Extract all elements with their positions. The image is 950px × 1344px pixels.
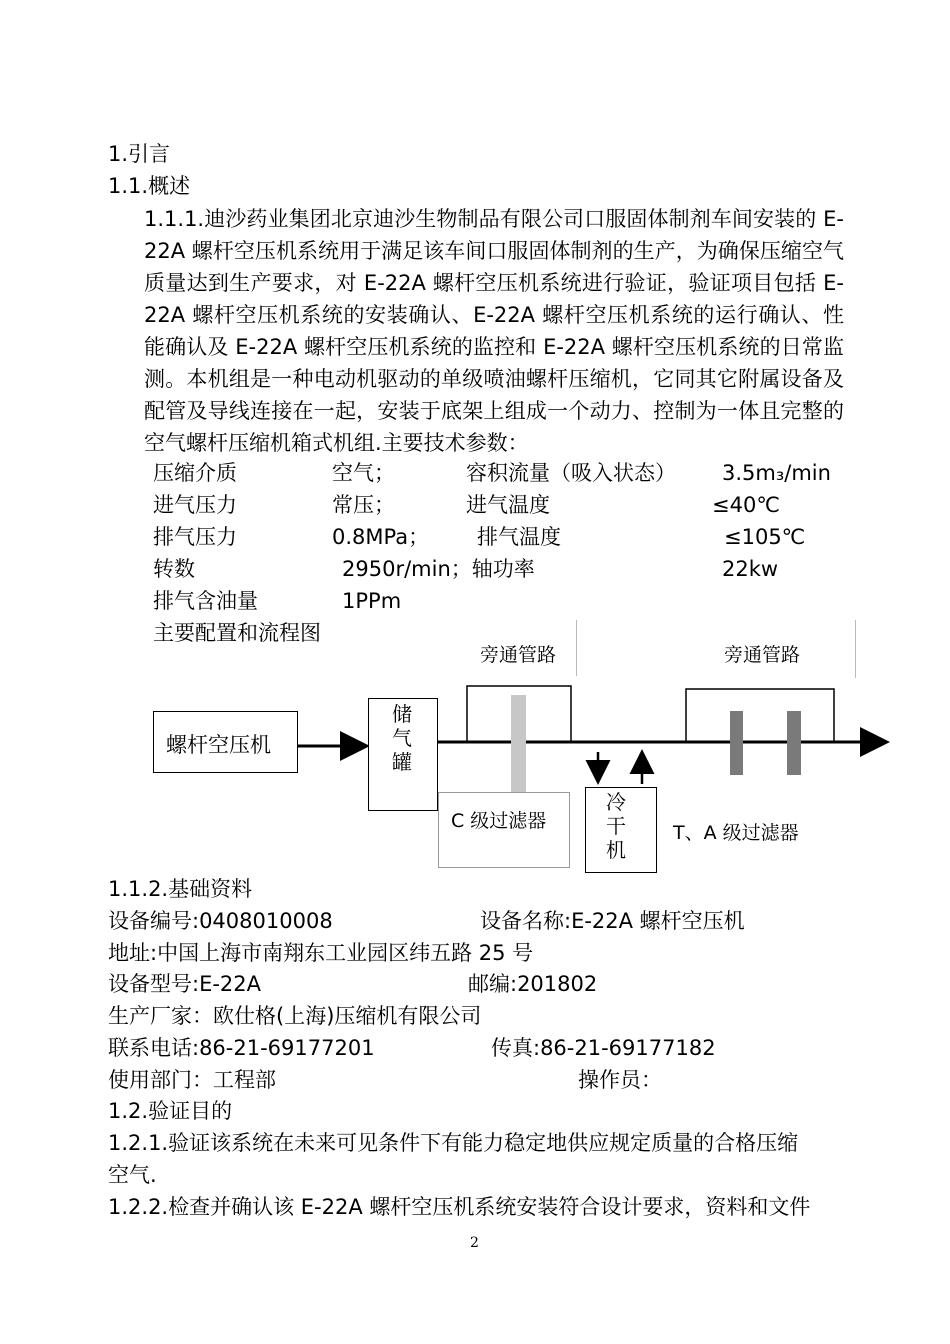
paragraph-1-2-1-line2: 空气. [108,1163,157,1187]
postcode: 邮编:201802 [468,972,598,996]
bypass-label-1: 旁通管路 [480,644,557,666]
phone: 联系电话:86-21-69177201 [108,1036,375,1060]
param-value: 空气； [332,461,395,485]
address: 地址:中国上海市南翔东工业园区纬五路 25 号 [108,941,534,965]
param-label: 进气压力 [153,493,237,517]
filter-c-bar [511,695,526,795]
compressor-label: 螺杆空压机 [166,733,271,757]
paragraph-1-1-1: 1.1.1.迪沙药业集团北京迪沙生物制品有限公司口服固体制剂车间安装的 E-22A 螺杆空压机系统用于满足该车间口服固体制剂的生产，为确保压缩空气质量达到生产要求，对 E-22A 螺杆空压机系统进行验证，验证项目包括 E-22A 螺杆空压机系统的安装确认、E-22A 螺杆空压机系统的运行确认、性能确认及 E-22A 螺杆空压机系统的监控和 E-22A 螺杆空压机系统的日常监测。本机组是一种电动机驱动的单级喷油螺杆压缩机，它同其它附属设备及配管及导线连接在一起，安装于底架上组成一个动力、控制为一体且完整的空气螺杆压缩机箱式机组.主要技术参数： [144,207,844,455]
param-label: 容积流量（吸入状态） [466,461,676,485]
department: 使用部门：工程部 [108,1068,276,1092]
param-label: 排气温度 [477,525,561,549]
param-label: 进气温度 [466,493,550,517]
param-value: 2950r/min；轴功率 [342,557,535,581]
bypass-bracket-2 [686,689,834,742]
param-label: 转数 [153,557,195,581]
paragraph-1-2-1-line1: 1.2.1.验证该系统在未来可见条件下有能力稳定地供应规定质量的合格压缩 [108,1131,799,1155]
param-label: 排气压力 [153,525,237,549]
param-value: ≤40℃ [712,493,780,517]
page-number: 2 [470,1235,479,1251]
dryer-label: 冷干机 [606,790,626,862]
tank-label: 储气罐 [392,702,412,774]
filter-ta-label: T、A 级过滤器 [673,822,799,844]
filter-t-bar [730,711,743,775]
section-heading-1: 1.引言 [108,142,171,166]
param-value: 3.5m₃/min [722,461,831,485]
filter-a-bar [787,711,801,775]
operator: 操作员： [578,1068,662,1092]
section-heading-1-1: 1.1.概述 [108,174,191,198]
param-label: 压缩介质 [153,461,237,485]
equipment-name: 设备名称:E-22A 螺杆空压机 [480,909,745,933]
param-value: 22kw [722,557,779,581]
equipment-model: 设备型号:E-22A [108,972,262,996]
fax: 传真:86-21-69177182 [491,1036,716,1060]
flow-diagram [0,620,950,880]
diagram-caption: 主要配置和流程图 [153,621,321,645]
section-heading-1-2: 1.2.验证目的 [108,1099,233,1123]
bypass-label-2: 旁通管路 [724,644,801,666]
param-label: 排气含油量 [153,589,258,613]
paragraph-1-2-2: 1.2.2.检查并确认该 E-22A 螺杆空压机系统安装符合设计要求，资料和文件 [108,1195,811,1219]
param-value: ≤105℃ [724,525,806,549]
param-value: 1PPm [342,589,402,613]
section-heading-1-1-2: 1.1.2.基础资料 [108,877,253,901]
param-value: 常压； [332,493,395,517]
manufacturer: 生产厂家：欧仕格(上海)压缩机有限公司 [108,1004,482,1028]
equipment-number: 设备编号:0408010008 [108,909,333,933]
filter-c-label: C 级过滤器 [451,810,547,832]
param-value: 0.8MPa； [332,525,430,549]
